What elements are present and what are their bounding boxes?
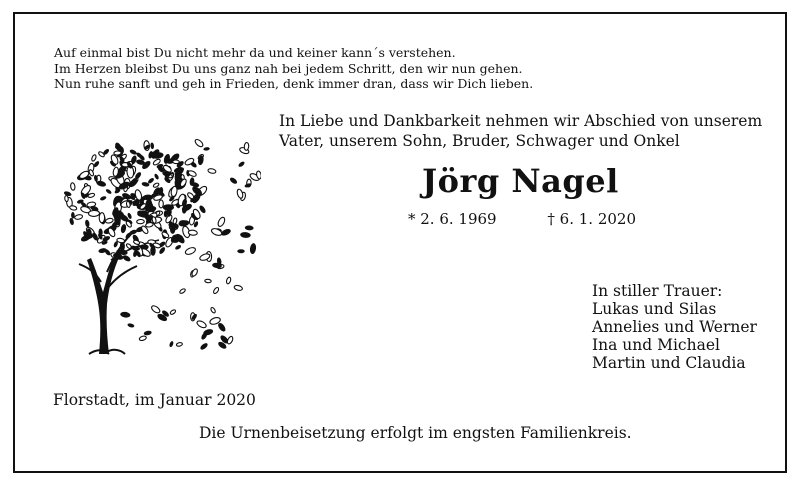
burial-note: Die Urnenbeisetzung erfolgt im engsten Familienkreis. — [199, 424, 632, 442]
memorial-poem — [54, 45, 533, 92]
mourner-name: Martin und Claudia — [592, 354, 746, 372]
windblown-tree-icon — [51, 132, 261, 357]
deceased-name: Jörg Nagel — [422, 162, 619, 200]
farewell-intro — [279, 111, 762, 151]
poem-line: Im Herzen bleibst Du uns ganz nah bei jedem Schritt, den wir nun gehen. — [54, 60, 523, 76]
mourner-name: Annelies und Werner — [592, 318, 757, 336]
life-dates — [408, 210, 636, 228]
obituary-notice — [13, 12, 787, 473]
place-date: Florstadt, im Januar 2020 — [53, 391, 256, 409]
mourner-name: Lukas und Silas — [592, 300, 717, 318]
mourners-block — [592, 282, 757, 372]
intro-line: Vater, unserem Sohn, Bruder, Schwager und Onkel — [279, 132, 680, 150]
birth-date: * 2. 6. 1969 — [408, 210, 497, 228]
poem-line: Auf einmal bist Du nicht mehr da und keiner kann´s verstehen. — [54, 45, 456, 60]
mourners-heading: In stiller Trauer: — [592, 282, 723, 300]
mourner-name: Ina und Michael — [592, 336, 720, 354]
death-date: † 6. 1. 2020 — [547, 210, 636, 228]
poem-line: Nun ruhe sanft und geh in Frieden, denk immer dran, dass wir Dich lieben. — [54, 76, 534, 91]
intro-line: In Liebe und Dankbarkeit nehmen wir Abschied von unserem — [279, 112, 763, 130]
